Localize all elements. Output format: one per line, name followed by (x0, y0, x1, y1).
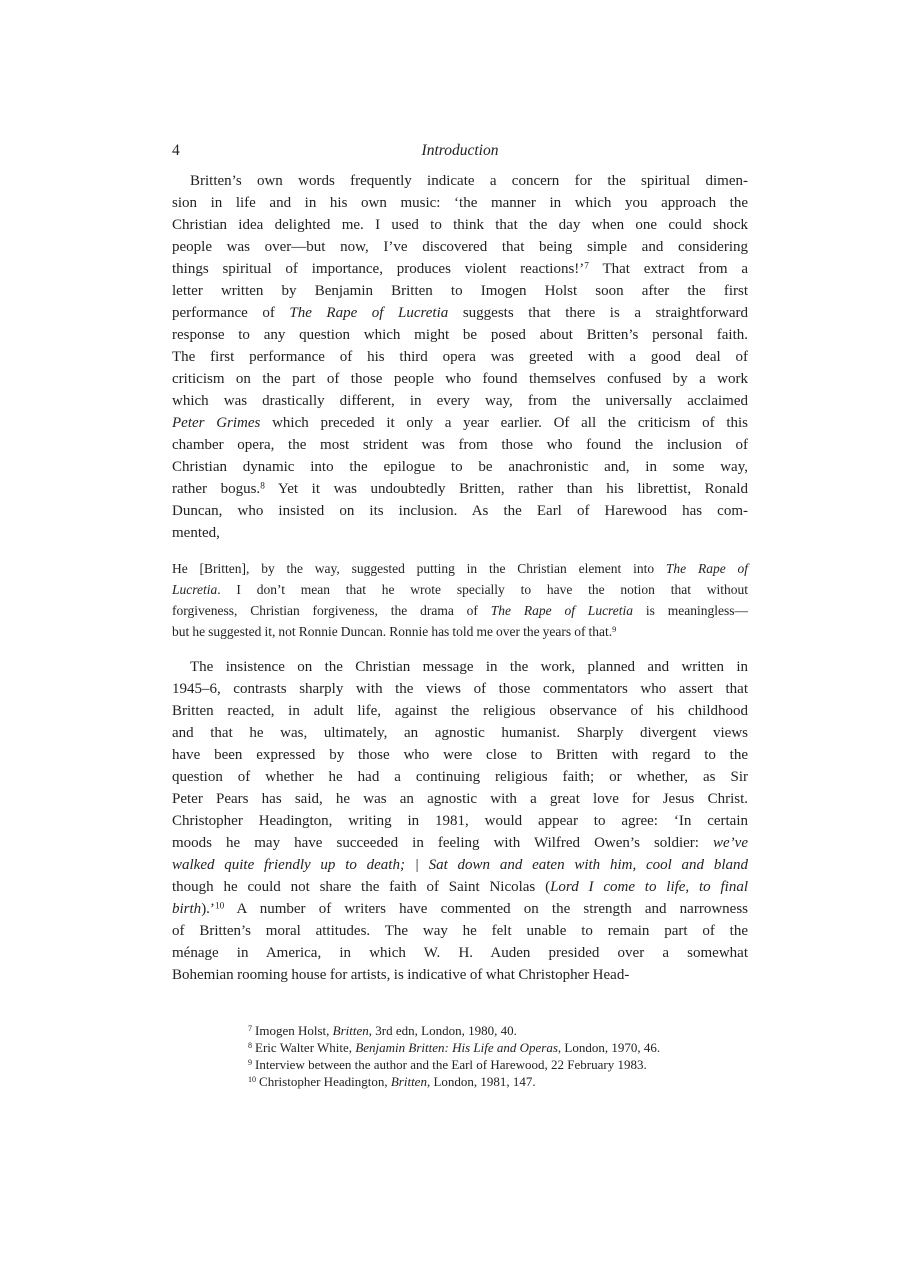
text-column (172, 140, 748, 1090)
text-line: Christian dynamic into the epilogue to be anachronistic and, in some way, (172, 459, 748, 475)
text-line: rather bogus.$^8$ Yet it was undoubtedly Britten, rather than his librettist, Ronald (172, 481, 749, 497)
text-line: response to any question which might be posed about Britten’s personal faith. (172, 327, 748, 343)
text-line: Lucretia. I don’t mean that he wrote specially to have the notion that without (172, 582, 748, 597)
text-line: Britten reacted, in adult life, against the religious observance of his childhood (172, 703, 748, 719)
text-line: though he could not share the faith of Saint Nicolas (Lord I come to life, to final (172, 879, 748, 895)
text-line: He [Britten], by the way, suggested putting in the Christian element into The Rape of (172, 561, 748, 576)
text-line: and that he was, ultimately, an agnostic humanist. Sharply divergent views (172, 725, 748, 741)
text-line: mented, (172, 525, 220, 541)
text-line: $^9$ Interview between the author and the Earl of Harewood, 22 February 1983. (248, 1057, 647, 1072)
text-line: forgiveness, Christian forgiveness, the drama of The Rape of Lucretia is meaningless— (172, 603, 748, 618)
text-line: Britten’s own words frequently indicate a concern for the spiritual dimen- (190, 173, 748, 189)
text-line: which was drastically different, in every way, from the universally acclaimed (172, 393, 748, 409)
text-line: Christian idea delighted me. I used to think that the day when one could shock (172, 217, 748, 233)
paragraph-1 (172, 170, 748, 544)
text-line: Peter Grimes which preceded it only a year earlier. Of all the criticism of this (172, 415, 748, 431)
text-line: criticism on the part of those people who found themselves confused by a work (172, 371, 748, 387)
paragraph-2 (172, 656, 748, 986)
text-line: The insistence on the Christian message in the work, planned and written in (190, 659, 748, 675)
text-line: people was over—but now, I’ve discovered that being simple and considering (172, 239, 748, 255)
text-line: sion in life and in his own music: ‘the manner in which you approach the (172, 195, 748, 211)
text-line: letter written by Benjamin Britten to Imogen Holst soon after the first (172, 283, 748, 299)
text-line: Christopher Headington, writing in 1981, would appear to agree: ‘In certain (172, 813, 748, 829)
text-line: have been expressed by those who were close to Britten with regard to the (172, 747, 748, 763)
text-line: $^{10}$ Christopher Headington, Britten, London, 1981, 147. (248, 1074, 536, 1089)
block-quote (172, 558, 748, 642)
text-line: but he suggested it, not Ronnie Duncan. Ronnie has told me over the years of that.$^9$ (172, 624, 617, 639)
text-line: performance of The Rape of Lucretia suggests that there is a straightforward (172, 305, 748, 321)
text-line: Bohemian rooming house for artists, is indicative of what Christopher Head- (172, 967, 630, 983)
text-line: things spiritual of importance, produces violent reactions!’$^7$ That extract from a (172, 261, 748, 277)
text-line: Duncan, who insisted on its inclusion. As the Earl of Harewood has com- (172, 503, 748, 519)
text-line: $^8$ Eric Walter White, Benjamin Britten: His Life and Operas, London, 1970, 46. (248, 1040, 661, 1055)
page-number: 4 (172, 142, 180, 159)
text-line: Peter Pears has said, he was an agnostic with a great love for Jesus Christ. (172, 791, 748, 807)
text-line: 1945–6, contrasts sharply with the views of those commentators who assert that (172, 681, 748, 697)
text-line: question of whether he had a continuing religious faith; or whether, as Sir (172, 769, 748, 785)
footnotes-block (172, 1022, 748, 1090)
text-line: of Britten’s moral attitudes. The way he felt unable to remain part of the (172, 923, 748, 939)
text-line: moods he may have succeeded in feeling with Wilfred Owen’s soldier: we’ve (172, 835, 748, 851)
page-header (172, 140, 748, 162)
text-line: chamber opera, the most strident was from those who found the inclusion of (172, 437, 748, 453)
text-line: walked quite friendly up to death; | Sat down and eaten with him, cool and bland (172, 857, 748, 873)
running-head: Introduction (421, 142, 499, 159)
text-line: ménage in America, in which W. H. Auden presided over a somewhat (172, 945, 748, 961)
text-line: $^7$ Imogen Holst, Britten, 3rd edn, London, 1980, 40. (248, 1023, 517, 1038)
text-line: The first performance of his third opera was greeted with a good deal of (172, 349, 748, 365)
text-line: birth).’$^{10}$ A number of writers have commented on the strength and narrowness (172, 901, 748, 917)
